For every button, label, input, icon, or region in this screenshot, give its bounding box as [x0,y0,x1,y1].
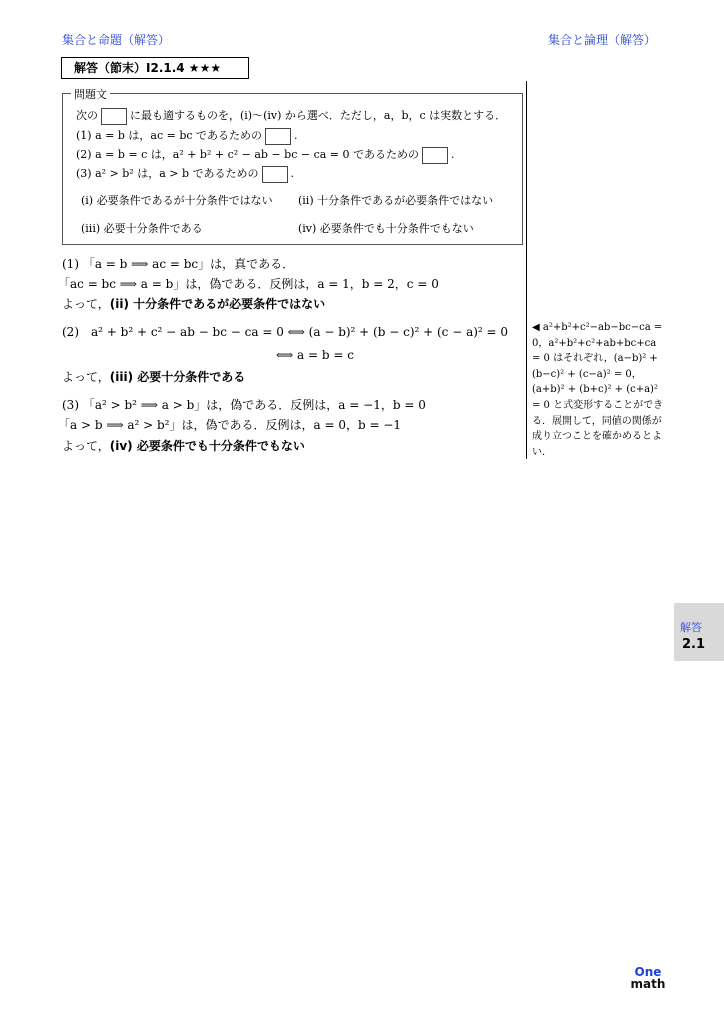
question-2-text: (2) a = b = c は，a² + b² + c² − ab − bc − ca = 0 であるための [76,148,420,161]
answer-3-line-2: 「a > b ⟹ a² > b²」は，偽である．反例は，a = 0，b = −1 [58,418,402,432]
answer-1-prefix: よって， [62,297,110,311]
choice-ii: (ii) 十分条件であるが必要条件ではない [298,194,494,207]
answer-3-line-1: (3) 「a² > b² ⟹ a > b」は，偽である．反例は，a = −1，b = 0 [62,398,426,412]
problem-box [62,88,523,245]
answer-blank [262,166,288,183]
intro-post: に最も適するものを，(i)〜(iv) から選べ．ただし，a，b，c は実数とする． [130,109,507,122]
answer-1-conclusion: (ii) 十分条件であるが必要条件ではない [109,297,326,311]
answer-2-line-1: (2) a² + b² + c² − ab − bc − ca = 0 ⟺ (a − b)² + (b − c)² + (c − a)² = 0 [62,325,509,339]
choice-iv: (iv) 必要条件でも十分条件でもない [298,222,474,235]
side-note: ◀ a²+b²+c²−ab−bc−ca = 0，a²+b²+c²+ab+bc+ca = 0 はそれぞれ，(a−b)² + (b−c)² + (c−a)² = 0，(a+b)² + (b+c)² + (c+a)² = 0 と式変形することができる．展開して，同値の関係が成り立つことを確かめるとよい． [532,322,664,458]
question-3-text: (3) a² > b² は，a > b であるための [76,167,259,180]
answer-blank [265,128,291,145]
header-left: 集合と命題（解答） [62,33,171,47]
intro-pre: 次の [76,109,98,122]
section-tab-label: 解答 [680,621,702,634]
answer-2-conclusion-line [62,368,245,385]
period: . [451,148,455,161]
answer-blank [422,147,448,164]
answer-3-prefix: よって， [62,439,110,453]
header-right: 集合と論理（解答） [547,33,656,47]
solution-title: 解答（節末）I2.1.4 ★★★ [61,57,249,79]
answer-2-line-2: ⟺ a = b = c [276,348,354,362]
answer-2-conclusion: (iii) 必要十分条件である [109,370,246,384]
problem-intro [76,107,506,125]
problem-box-label: 問題文 [71,86,110,102]
section-tab-number: 2.1 [682,637,706,652]
question-1 [76,127,298,145]
period: . [294,129,298,142]
section-tab [674,603,724,661]
logo-bottom-text: math [630,977,666,991]
answer-1-conclusion-line [62,295,325,312]
answer-1-line-1: (1) 「a = b ⟹ ac = bc」は，真である． [62,257,295,271]
margin-divider [526,81,527,459]
onemath-logo [628,966,668,990]
choice-iii: (iii) 必要十分条件である [81,222,203,235]
answer-3-conclusion-line [62,437,305,454]
question-2 [76,146,455,164]
question-1-text: (1) a = b は，ac = bc であるための [76,129,263,142]
answer-2-prefix: よって， [62,370,110,384]
answer-blank [101,108,127,125]
logo-top-text: One [634,965,662,979]
answer-1-line-2: 「ac = bc ⟹ a = b」は，偽である．反例は，a = 1，b = 2，c = 0 [58,277,439,291]
question-3 [76,165,294,183]
choice-i: (i) 必要条件であるが十分条件ではない [81,194,273,207]
answer-3-conclusion: (iv) 必要条件でも十分条件でもない [109,439,305,453]
period: . [290,167,295,180]
